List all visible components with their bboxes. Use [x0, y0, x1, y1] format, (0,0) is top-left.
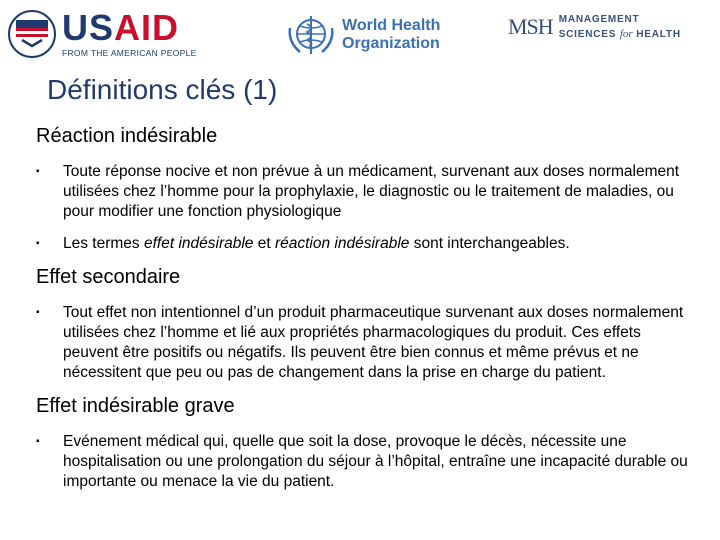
bullet-text: Evénement médical qui, quelle que soit la dose, provoque le décès, nécessite une hospitalisation ou une prolongation du séjour à l’hôpital, entraîne une incapacité durable ou importante ou menace la vie du patient. [63, 433, 688, 490]
square-bullet-icon: ▪ [36, 238, 40, 249]
usaid-logo [8, 7, 197, 58]
who-name-line2: Organization [342, 35, 440, 52]
msh-logo [508, 12, 681, 42]
usaid-wordmark: USAID [62, 7, 180, 48]
slide-title: Définitions clés (1) [47, 74, 278, 105]
square-bullet-icon: ▪ [36, 307, 40, 318]
who-emblem-icon [286, 12, 336, 58]
bullet-item [36, 162, 696, 222]
bullet-text: Tout effet non intentionnel d’un produit pharmaceutique survenant aux doses normalement utilisées chez l’homme et lié aux propriétés pharmacologiques du produit. Ces effets peuvent être positifs ou négatifs. Ils peuvent être bien connus et même prévus et ne nécessitent que peu ou pas de changement dans la prise en charge du patient. [63, 304, 684, 381]
usaid-tagline: FROM THE AMERICAN PEOPLE [62, 48, 197, 58]
msh-name-line1: MANAGEMENT [558, 14, 640, 25]
square-bullet-icon: ▪ [36, 436, 40, 447]
usaid-seal-icon [8, 10, 56, 58]
slide-body [36, 125, 696, 504]
who-name-line1: World Health [342, 17, 441, 34]
bullet-item [36, 432, 696, 492]
msh-name-line2: SCIENCES for HEALTH [558, 28, 681, 40]
logo-bar [0, 0, 720, 70]
section-heading: Effet indésirable grave [36, 395, 235, 417]
bullet-item [36, 234, 696, 254]
bullet-text: Les termes effet indésirable et réaction indésirable sont interchangeables. [63, 235, 570, 252]
square-bullet-icon: ▪ [36, 166, 40, 177]
section-heading: Effet secondaire [36, 266, 181, 288]
who-logo [286, 12, 440, 58]
bullet-text: Toute réponse nocive et non prévue à un médicament, survenant aux doses normalement utilisées chez l’homme pour la prophylaxie, le diagnostic ou le traitement de maladies, ou pour modifier une fonction physiologique [63, 163, 680, 220]
msh-mark: MSH [508, 14, 553, 39]
bullet-item [36, 303, 696, 383]
section-heading: Réaction indésirable [36, 125, 218, 147]
